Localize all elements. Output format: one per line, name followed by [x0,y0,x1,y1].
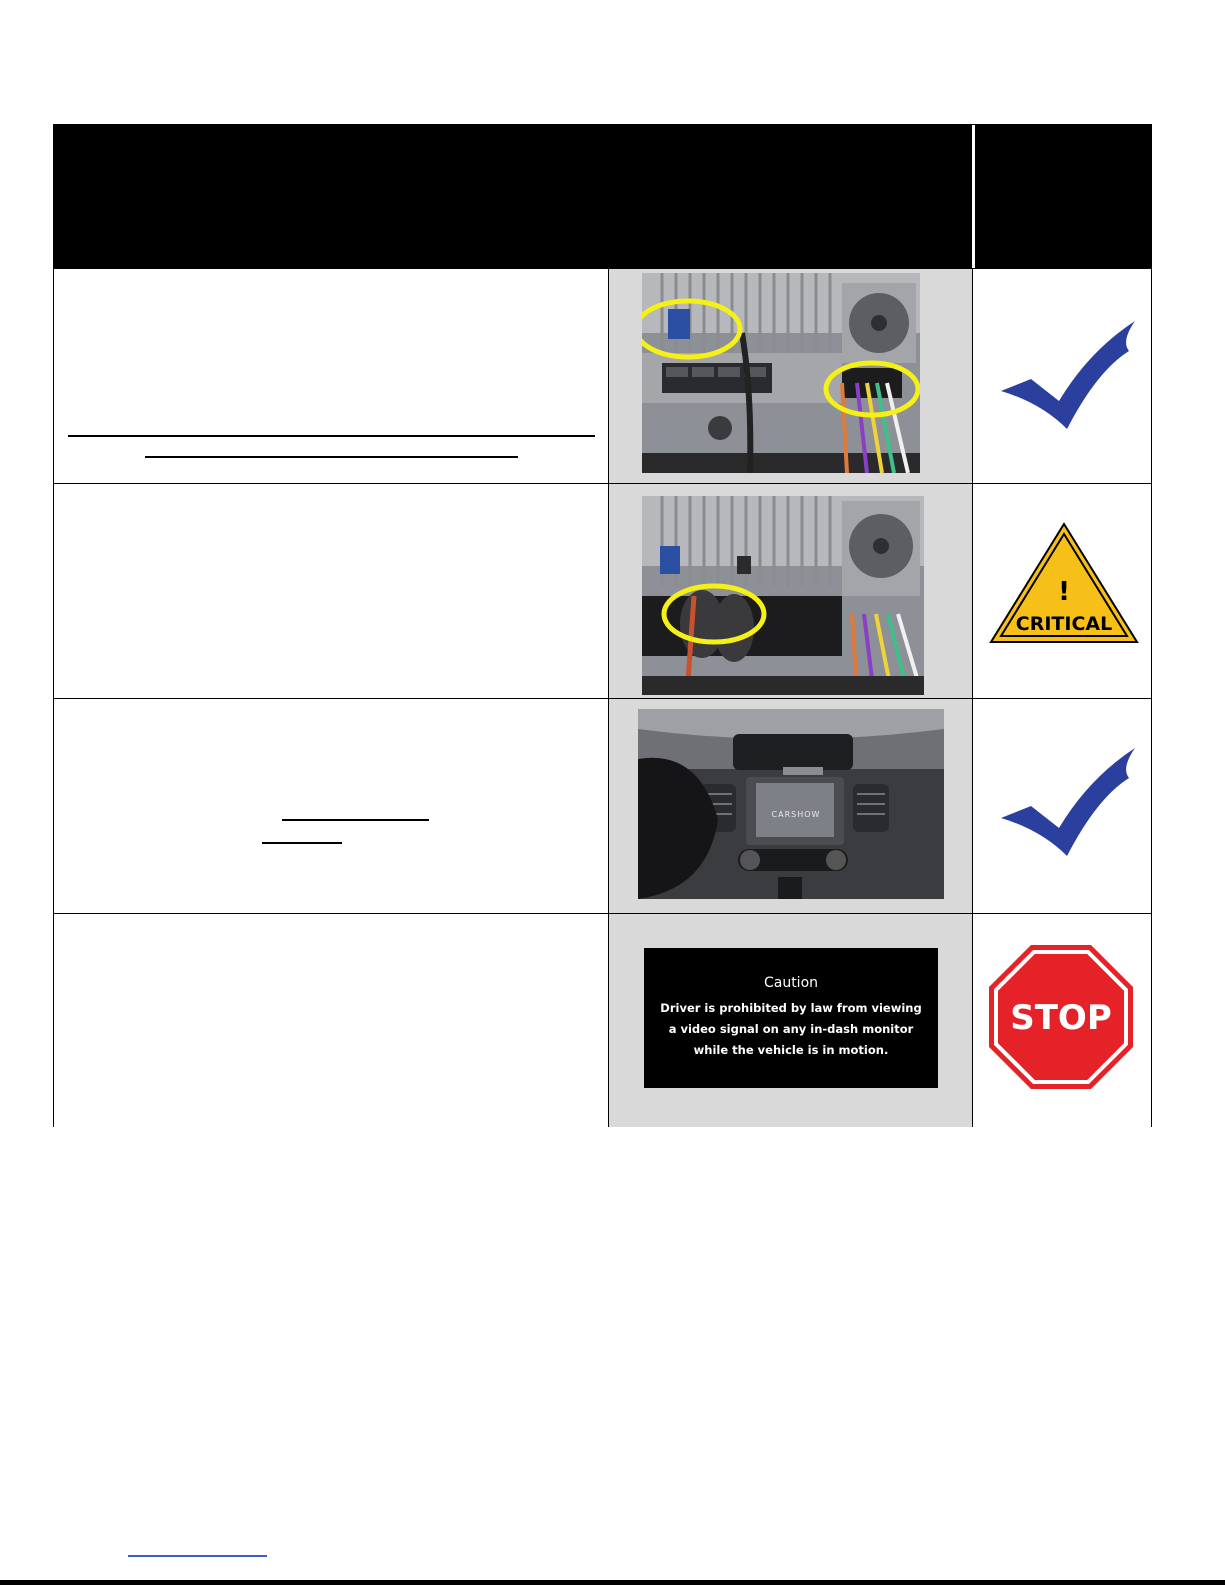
header-divider [972,125,975,269]
wire-loom-photo [642,496,924,695]
head-unit-brand: CARSHOW [771,810,821,819]
table-row [54,268,1151,483]
instruction-image-cell [609,484,973,698]
caution-line: while the vehicle is in motion. [693,1043,889,1057]
status-icon-cell [973,484,1151,698]
status-icon-cell [973,699,1151,913]
stop-label: STOP [1010,998,1112,1038]
checkmark-icon [1001,321,1137,431]
warning-mark: ! [1058,577,1070,607]
caution-line: Driver is prohibited by law from viewing [660,1001,922,1015]
instruction-table [53,124,1152,1127]
warning-label: CRITICAL [1015,613,1113,635]
instruction-text-cell [54,484,609,698]
underline [68,435,595,437]
table-row [54,483,1151,698]
instruction-text-cell [54,699,609,913]
instruction-text-cell [54,914,609,1127]
footer-link-underline[interactable] [128,1555,267,1557]
instruction-text-cell [54,269,609,483]
table-row [54,698,1151,913]
underline [145,456,518,458]
footer-bar [0,1580,1225,1585]
status-icon-cell [973,269,1151,483]
table-row [54,913,1151,1127]
underline [282,819,429,821]
caution-title: Caution [763,975,819,991]
instruction-image-cell [609,269,973,483]
stop-sign-icon [987,943,1135,1091]
caution-screen [644,948,938,1088]
instruction-image-cell [609,914,973,1127]
status-icon-cell [973,914,1151,1127]
caution-message [644,998,938,1061]
underline [262,842,342,844]
critical-warning-icon [987,520,1141,646]
checkmark-icon [1001,748,1137,858]
radio-connections-photo [642,273,920,473]
instruction-image-cell [609,699,973,913]
caution-line: a video signal on any in-dash monitor [668,1022,914,1036]
table-header [54,125,1151,269]
dashboard-photo [638,709,944,899]
